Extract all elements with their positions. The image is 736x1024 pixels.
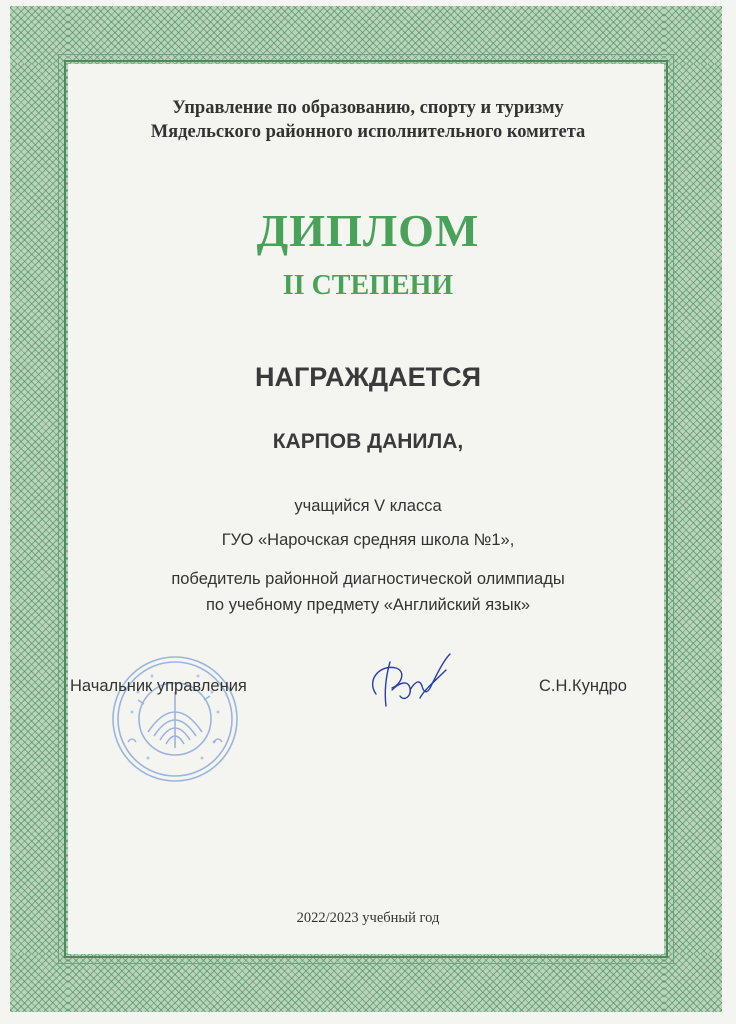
award-verb: НАГРАЖДАЕТСЯ (255, 362, 481, 392)
achievement-line-1: победитель районной диагностической олимпиады (171, 570, 565, 588)
academic-year: 2022/2023 учебный год (296, 910, 440, 926)
issuer-heading (0, 96, 736, 144)
issuer-line-2: Мядельского районного исполнительного комитета (150, 122, 586, 142)
signer-name: С.Н.Кундро (539, 677, 627, 695)
signatory-role: Начальник управления (70, 677, 247, 695)
achievement-line-2: по учебному предмету «Английский язык» (206, 596, 530, 614)
recipient-school: ГУО «Нарочская средняя школа №1», (221, 531, 515, 549)
diploma-degree: II СТЕПЕНИ (282, 270, 454, 301)
recipient-grade: учащийся V класса (294, 497, 442, 515)
diploma-title: ДИПЛОМ (256, 205, 480, 256)
recipient-name: КАРПОВ ДАНИЛА, (272, 430, 464, 453)
official-stamp-icon (108, 652, 242, 786)
signature-icon (362, 650, 458, 716)
issuer-line-1: Управление по образованию, спорту и туризму (172, 98, 564, 118)
